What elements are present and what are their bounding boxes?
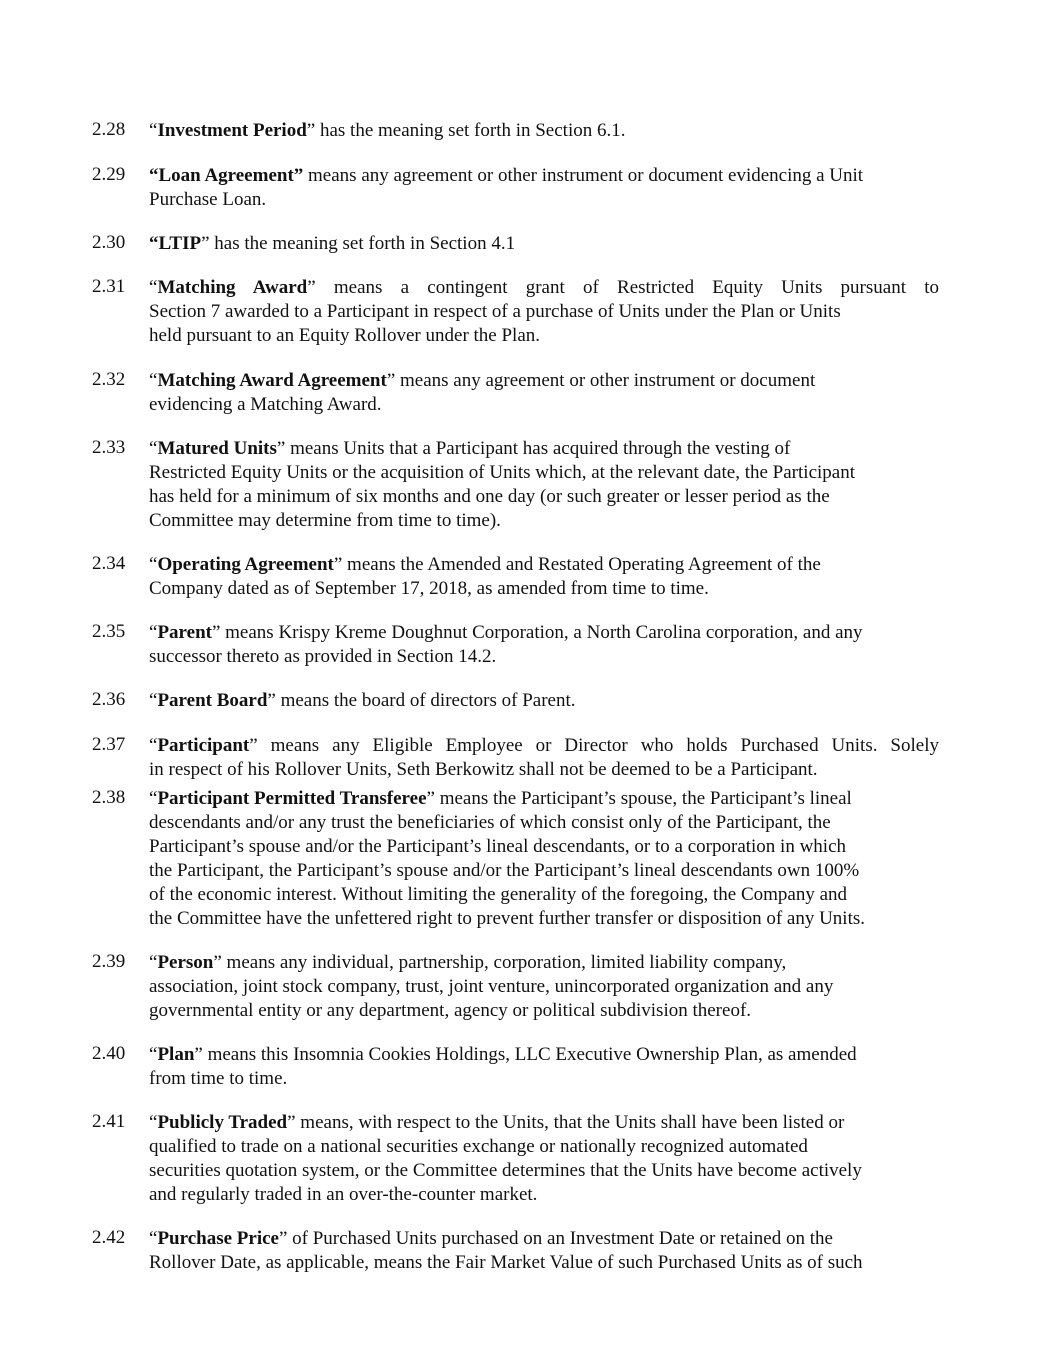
text-run: “ <box>149 1228 158 1249</box>
text-run: “ <box>149 622 158 643</box>
definition-text <box>149 164 939 212</box>
text-line <box>149 577 939 601</box>
text-run: “ <box>149 952 158 973</box>
defined-term: Matured Units <box>157 438 277 459</box>
text-run: “ <box>149 1112 158 1133</box>
text-run: qualified to trade on a national securities exchange or nationally recognized automated <box>149 1136 808 1157</box>
text-line <box>149 645 939 669</box>
text-run: ” means a contingent grant of Restricted Equity Units pursuant to <box>307 277 939 298</box>
text-run: ” means the Amended and Restated Operating Agreement of the <box>333 554 821 575</box>
text-line <box>149 1135 939 1159</box>
text-line <box>149 276 939 300</box>
text-line <box>149 689 939 713</box>
text-run: ” means Units that a Participant has acquired through the vesting of <box>276 438 791 459</box>
text-line <box>149 859 939 883</box>
section-number: 2.42 <box>92 1227 126 1248</box>
text-line <box>149 999 939 1023</box>
text-run: association, joint stock company, trust, joint venture, unincorporated organization and any <box>149 976 834 997</box>
text-run: ” has the meaning set forth in Section 6.1. <box>306 120 626 141</box>
text-line <box>149 300 939 324</box>
text-run: the Committee have the unfettered right to prevent further transfer or disposition of any Units. <box>149 908 865 929</box>
text-line <box>149 621 939 645</box>
text-run: ” means any Eligible Employee or Director who holds Purchased Units. Solely <box>249 735 939 756</box>
text-run: descendants and/or any trust the beneficiaries of which consist only of the Participant, the <box>149 812 831 833</box>
section-number: 2.36 <box>92 689 126 710</box>
text-line <box>149 1067 939 1091</box>
text-run: ” means the Participant’s spouse, the Participant’s lineal <box>426 788 852 809</box>
section-number: 2.35 <box>92 621 126 642</box>
section-number: 2.40 <box>92 1043 126 1064</box>
text-run: from time to time. <box>149 1068 288 1089</box>
definition-text <box>149 1043 939 1091</box>
text-run: securities quotation system, or the Committee determines that the Units have become actively <box>149 1160 862 1181</box>
text-run: has held for a minimum of six months and one day (or such greater or lesser period as the <box>149 486 830 507</box>
text-run: Purchase Loan. <box>149 189 267 210</box>
text-line <box>149 324 939 348</box>
text-run: governmental entity or any department, agency or political subdivision thereof. <box>149 1000 752 1021</box>
defined-term: Investment Period <box>157 120 307 141</box>
section-number: 2.37 <box>92 734 126 755</box>
text-line <box>149 951 939 975</box>
section-number: 2.39 <box>92 951 126 972</box>
section-number: 2.30 <box>92 232 126 253</box>
text-line <box>149 553 939 577</box>
text-line <box>149 437 939 461</box>
defined-term: Purchase Price <box>157 1228 279 1249</box>
text-run: “ <box>149 277 158 298</box>
text-run: “ <box>149 788 158 809</box>
defined-term: “Loan Agreement” <box>149 165 304 186</box>
text-line <box>149 758 939 782</box>
text-line <box>149 907 939 931</box>
definition-text <box>149 787 939 931</box>
defined-term: Plan <box>157 1044 195 1065</box>
defined-term: “LTIP <box>149 233 202 254</box>
text-line <box>149 1251 939 1275</box>
defined-term: Parent <box>157 622 212 643</box>
definition-text <box>149 1227 939 1275</box>
text-run: “ <box>149 120 158 141</box>
definition-text <box>149 276 939 348</box>
text-line <box>149 975 939 999</box>
text-line <box>149 119 939 143</box>
text-run: and regularly traded in an over-the-counter market. <box>149 1184 538 1205</box>
section-number: 2.33 <box>92 437 126 458</box>
text-run: the Participant, the Participant’s spouse and/or the Participant’s lineal descendants own 100% <box>149 860 860 881</box>
definition-text <box>149 232 939 256</box>
section-number: 2.41 <box>92 1111 126 1132</box>
section-number: 2.32 <box>92 369 126 390</box>
text-line <box>149 485 939 509</box>
text-line <box>149 787 939 811</box>
text-line <box>149 461 939 485</box>
text-line <box>149 369 939 393</box>
defined-term: Person <box>157 952 214 973</box>
defined-term: Publicly Traded <box>157 1112 288 1133</box>
text-line <box>149 509 939 533</box>
text-run: “ <box>149 735 158 756</box>
definition-text <box>149 369 939 417</box>
definition-text <box>149 553 939 601</box>
text-line <box>149 1183 939 1207</box>
section-number: 2.31 <box>92 276 126 297</box>
text-run: evidencing a Matching Award. <box>149 394 382 415</box>
text-run: “ <box>149 554 158 575</box>
text-run: ” means, with respect to the Units, that the Units shall have been listed or <box>287 1112 845 1133</box>
text-run: ” means any individual, partnership, corporation, limited liability company, <box>213 952 787 973</box>
text-line <box>149 393 939 417</box>
defined-term: Participant Permitted Transferee <box>157 788 427 809</box>
text-run: ” means any agreement or other instrument or document <box>386 370 816 391</box>
text-run: held pursuant to an Equity Rollover under the Plan. <box>149 325 541 346</box>
definition-text <box>149 437 939 533</box>
text-run: successor thereto as provided in Section 14.2. <box>149 646 497 667</box>
text-run: Committee may determine from time to time). <box>149 510 501 531</box>
text-run: Restricted Equity Units or the acquisition of Units which, at the relevant date, the Participant <box>149 462 855 483</box>
text-run: ” means this Insomnia Cookies Holdings, LLC Executive Ownership Plan, as amended <box>194 1044 857 1065</box>
text-line <box>149 1043 939 1067</box>
text-run: means any agreement or other instrument or document evidencing a Unit <box>303 165 864 186</box>
text-line <box>149 1159 939 1183</box>
text-run: Participant’s spouse and/or the Participant’s lineal descendants, or to a corporation in which <box>149 836 847 857</box>
definition-text <box>149 1111 939 1207</box>
text-run: of the economic interest. Without limiting the generality of the foregoing, the Company and <box>149 884 848 905</box>
section-number: 2.38 <box>92 787 126 808</box>
defined-term: Operating Agreement <box>157 554 334 575</box>
definition-text <box>149 951 939 1023</box>
text-run: Rollover Date, as applicable, means the Fair Market Value of such Purchased Units as of such <box>149 1252 863 1273</box>
text-run: ” of Purchased Units purchased on an Investment Date or retained on the <box>278 1228 833 1249</box>
text-run: “ <box>149 1044 158 1065</box>
text-run: “ <box>149 370 158 391</box>
text-line <box>149 232 939 256</box>
defined-term: Participant <box>157 735 250 756</box>
text-line <box>149 835 939 859</box>
text-line <box>149 188 939 212</box>
text-line <box>149 1227 939 1251</box>
text-run: ” means the board of directors of Parent. <box>267 690 576 711</box>
definition-text <box>149 621 939 669</box>
text-run: Section 7 awarded to a Participant in respect of a purchase of Units under the Plan or Units <box>149 301 841 322</box>
defined-term: Matching Award Agreement <box>157 370 387 391</box>
text-line <box>149 164 939 188</box>
defined-term: Parent Board <box>157 690 268 711</box>
section-number: 2.29 <box>92 164 126 185</box>
defined-term: Matching Award <box>157 277 308 298</box>
definition-text <box>149 689 939 713</box>
text-run: “ <box>149 690 158 711</box>
definition-text <box>149 119 939 143</box>
text-run: “ <box>149 438 158 459</box>
section-number: 2.28 <box>92 119 126 140</box>
text-line <box>149 811 939 835</box>
text-line <box>149 734 939 758</box>
text-run: in respect of his Rollover Units, Seth Berkowitz shall not be deemed to be a Participant. <box>149 759 818 780</box>
definition-text <box>149 734 939 782</box>
text-line <box>149 1111 939 1135</box>
text-line <box>149 883 939 907</box>
text-run: Company dated as of September 17, 2018, as amended from time to time. <box>149 578 709 599</box>
text-run: ” has the meaning set forth in Section 4.1 <box>201 233 516 254</box>
section-number: 2.34 <box>92 553 126 574</box>
text-run: ” means Krispy Kreme Doughnut Corporation, a North Carolina corporation, and any <box>211 622 863 643</box>
